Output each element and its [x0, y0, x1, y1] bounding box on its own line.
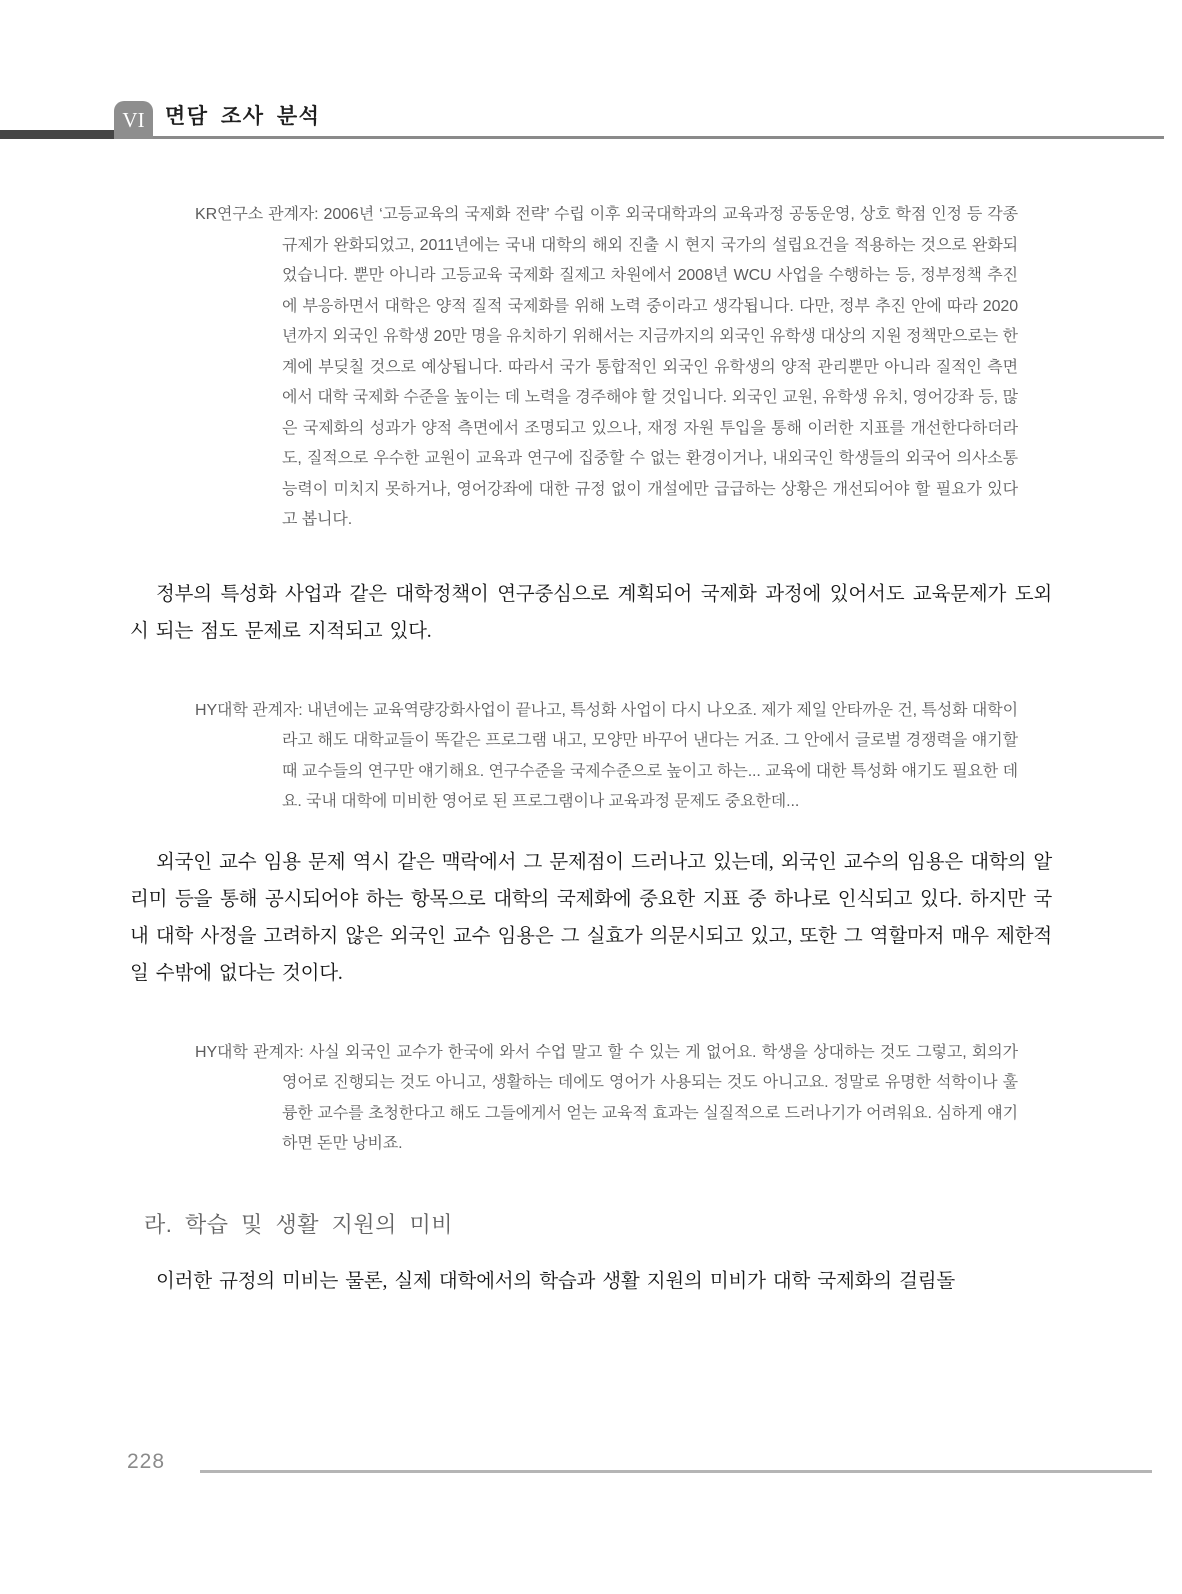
chapter-badge: [114, 101, 153, 139]
footer-rule: [200, 1470, 1152, 1473]
quote-text: 2006년 ‘고등교육의 국제화 전략’ 수립 이후 외국대학과의 교육과정 공동운영, 상호 학점 인정 등 각종 규제가 완화되었고, 2011년에는 국내 대학의 해외 진출 시 현지 국가의 설립요건을 적용하는 것으로 완화되었습니다. 뿐만 아니라 고등교육 국제화 질제고 차원에서 2008년 WCU 사업을 수행하는 등, 정부정책 추진에 부응하면서 대학은 양적 질적 국제화를 위해 노력 중이라고 생각됩니다. 다만, 정부 추진 안에 따라 2020년까지 외국인 유학생 20만 명을 유치하기 위해서는 지금까지의 외국인 유학생 대상의 지원 정책만으로는 한계에 부딪칠 것으로 예상됩니다. 따라서 국가 통합적인 외국인 유학생의 양적 관리뿐만 아니라 질적인 측면에서 대학 국제화 수준을 높이는 데 노력을 경주해야 할 것입니다. 외국인 교원, 유학생 유치, 영어강좌 등, 많은 국제화의 성과가 양적 측면에서 조명되고 있으나, 재정 자원 투입을 통해 이러한 지표를 개선한다하더라도, 질적으로 우수한 교원이 교육과 연구에 집중할 수 없는 환경이거나, 내외국인 학생들의 외국어 의사소통 능력이 미치지 못하거나, 영어강좌에 대한 규정 없이 개설에만 급급하는 상황은 개선되어야 할 필요가 있다고 봅니다.: [282, 206, 1018, 528]
body-paragraph: 외국인 교수 임용 문제 역시 같은 맥락에서 그 문제점이 드러나고 있는데, 외국인 교수의 임용은 대학의 알리미 등을 통해 공시되어야 하는 항목으로 대학의 국제화에 중요한 지표 중 하나로 인식되고 있다. 하지만 국내 대학 사정을 고려하지 않은 외국인 교수 임용은 그 실효가 의문시되고 있고, 또한 그 역할마저 매우 제한적일 수밖에 없다는 것이다.: [130, 851, 1052, 984]
quote-text: 사실 외국인 교수가 한국에 와서 수업 말고 할 수 있는 게 없어요. 학생을 상대하는 것도 그렇고, 회의가 영어로 진행되는 것도 아니고, 생활하는 데에도 영어가 사용되는 것도 아니고요. 정말로 유명한 석학이나 훌륭한 교수를 초청한다고 해도 그들에게서 얻는 교육적 효과는 실질적으로 드러나기가 어려워요. 심하게 얘기하면 돈만 낭비죠.: [282, 1043, 1018, 1152]
body-paragraph: 정부의 특성화 사업과 같은 대학정책이 연구중심으로 계획되어 국제화 과정에 있어서도 교육문제가 도외시 되는 점도 문제로 지적되고 있다.: [130, 583, 1052, 642]
chapter-title: 면담 조사 분석: [165, 105, 321, 128]
quote-speaker: HY대학 관계자:: [195, 701, 303, 719]
header-rule: [114, 136, 1164, 139]
interview-quote-hy-university-2: [130, 1038, 1052, 1160]
interview-quote-hy-university-1: [130, 696, 1052, 818]
quote-speaker: HY대학 관계자:: [195, 1043, 304, 1061]
body-paragraph: 이러한 규정의 미비는 물론, 실제 대학에서의 학습과 생활 지원의 미비가 대학 국제화의 걸림돌: [156, 1270, 955, 1292]
section-heading: 라. 학습 및 생활 지원의 미비: [144, 1211, 453, 1237]
page-number: 228: [127, 1450, 166, 1473]
page-content: [130, 200, 1052, 1300]
interview-quote-kr-institute: [130, 200, 1052, 536]
chapter-number: VI: [122, 107, 145, 132]
quote-text: 내년에는 교육역량강화사업이 끝나고, 특성화 사업이 다시 나오죠. 제가 제일 안타까운 건, 특성화 대학이라고 해도 대학교들이 똑같은 프로그램 내고, 모양만 바꾸어 낸다는 거죠. 그 안에서 글로벌 경쟁력을 얘기할 때 교수들의 연구만 얘기해요. 연구수준을 국제수준으로 높이고 하는... 교육에 대한 특성화 얘기도 필요한 데요. 국내 대학에 미비한 영어로 된 프로그램이나 교육과정 문제도 중요한데...: [282, 701, 1018, 810]
quote-speaker: KR연구소 관계자:: [195, 206, 319, 223]
header-left-bar: [0, 130, 114, 139]
